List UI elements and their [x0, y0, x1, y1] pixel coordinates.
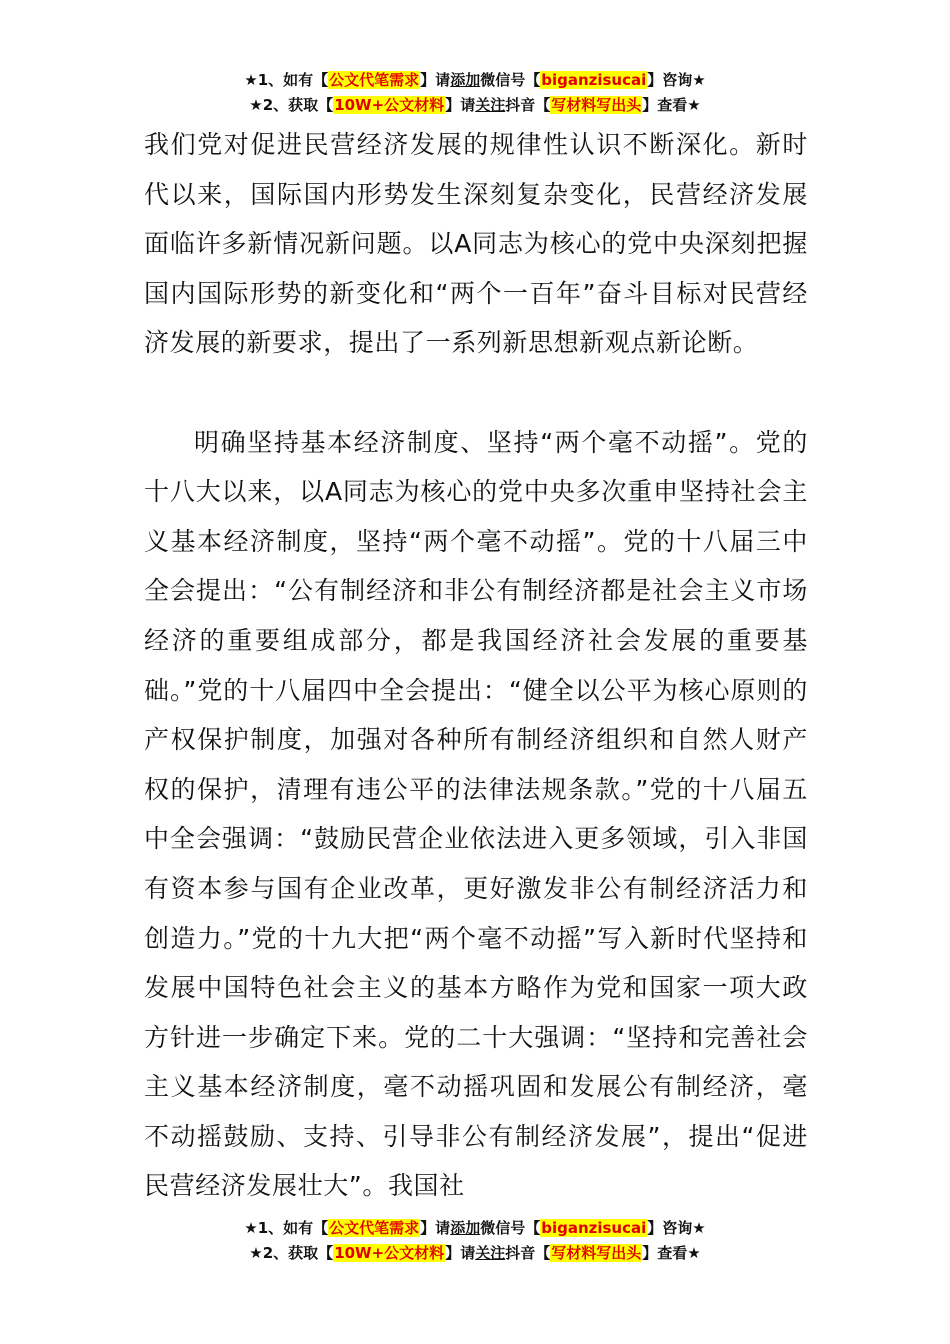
banner-emphasis: 关注: [475, 1244, 506, 1262]
highlight-wechat-id: biganzisucai: [541, 1219, 647, 1237]
highlight-materials: 10W+公文材料: [334, 1244, 445, 1262]
banner-emphasis: 添加: [450, 71, 481, 89]
highlight-service: 公文代笔需求: [329, 71, 420, 89]
banner-text: 】请: [420, 1219, 451, 1237]
banner-text: 】咨询★: [647, 71, 706, 89]
banner-text: ★2、获取【: [249, 1244, 334, 1262]
banner-text: 】请: [420, 71, 451, 89]
banner-text: 抖音【: [505, 1244, 551, 1262]
banner-line-2: [0, 93, 950, 118]
highlight-douyin: 写材料写出头: [551, 96, 642, 114]
banner-text: 】查看★: [642, 96, 701, 114]
highlight-service: 公文代笔需求: [329, 1219, 420, 1237]
highlight-douyin: 写材料写出头: [551, 1244, 642, 1262]
banner-line-1: [0, 1216, 950, 1241]
banner-text: 】请: [445, 96, 476, 114]
banner-text: ★2、获取【: [249, 96, 334, 114]
highlight-wechat-id: biganzisucai: [541, 71, 647, 89]
banner-text: 微信号【: [480, 71, 541, 89]
banner-emphasis: 添加: [450, 1219, 481, 1237]
paragraph-1: 我们党对促进民营经济发展的规律性认识不断深化。新时代以来，国际国内形势发生深刻复杂变化，民营经济发展面临许多新情况新问题。以A同志为核心的党中央深刻把握国内国际形势的新变化和“两个一百年”奋斗目标对民营经济发展的新要求，提出了一系列新思想新观点新论断。: [144, 130, 808, 358]
banner-text: 微信号【: [480, 1219, 541, 1237]
paragraph-2: 明确坚持基本经济制度、坚持“两个毫不动摇”。党的十八大以来，以A同志为核心的党中央多次重申坚持社会主义基本经济制度，坚持“两个毫不动摇”。党的十八届三中全会提出：“公有制经济和非公有制经济都是社会主义市场经济的重要组成部分，都是我国经济社会发展的重要基础。”党的十八届四中全会提出：“健全以公平为核心原则的产权保护制度，加强对各种所有制经济组织和自然人财产权的保护，清理有违公平的法律法规条款。”党的十八届五中全会强调：“鼓励民营企业依法进入更多领域，引入非国有资本参与国有企业改革，更好激发非公有制经济活力和创造力。”党的十九大把“两个毫不动摇”写入新时代坚持和发展中国特色社会主义的基本方略作为党和国家一项大政方针进一步确定下来。党的二十大强调：“坚持和完善社会主义基本经济制度，毫不动摇巩固和发展公有制经济，毫不动摇鼓励、支持、引导非公有制经济发展”，提出“促进民营经济发展壮大”。我国社: [144, 427, 808, 1201]
highlight-materials: 10W+公文材料: [334, 96, 445, 114]
banner-emphasis: 关注: [475, 96, 506, 114]
top-banner: [0, 68, 950, 118]
banner-text: 抖音【: [505, 96, 551, 114]
banner-line-1: [0, 68, 950, 93]
document-body: [144, 120, 808, 1211]
banner-text: ★1、如有【: [244, 1219, 329, 1237]
banner-text: 】请: [445, 1244, 476, 1262]
banner-line-2: [0, 1241, 950, 1266]
banner-text: 】咨询★: [647, 1219, 706, 1237]
banner-text: 】查看★: [642, 1244, 701, 1262]
banner-text: ★1、如有【: [244, 71, 329, 89]
bottom-banner: [0, 1216, 950, 1266]
